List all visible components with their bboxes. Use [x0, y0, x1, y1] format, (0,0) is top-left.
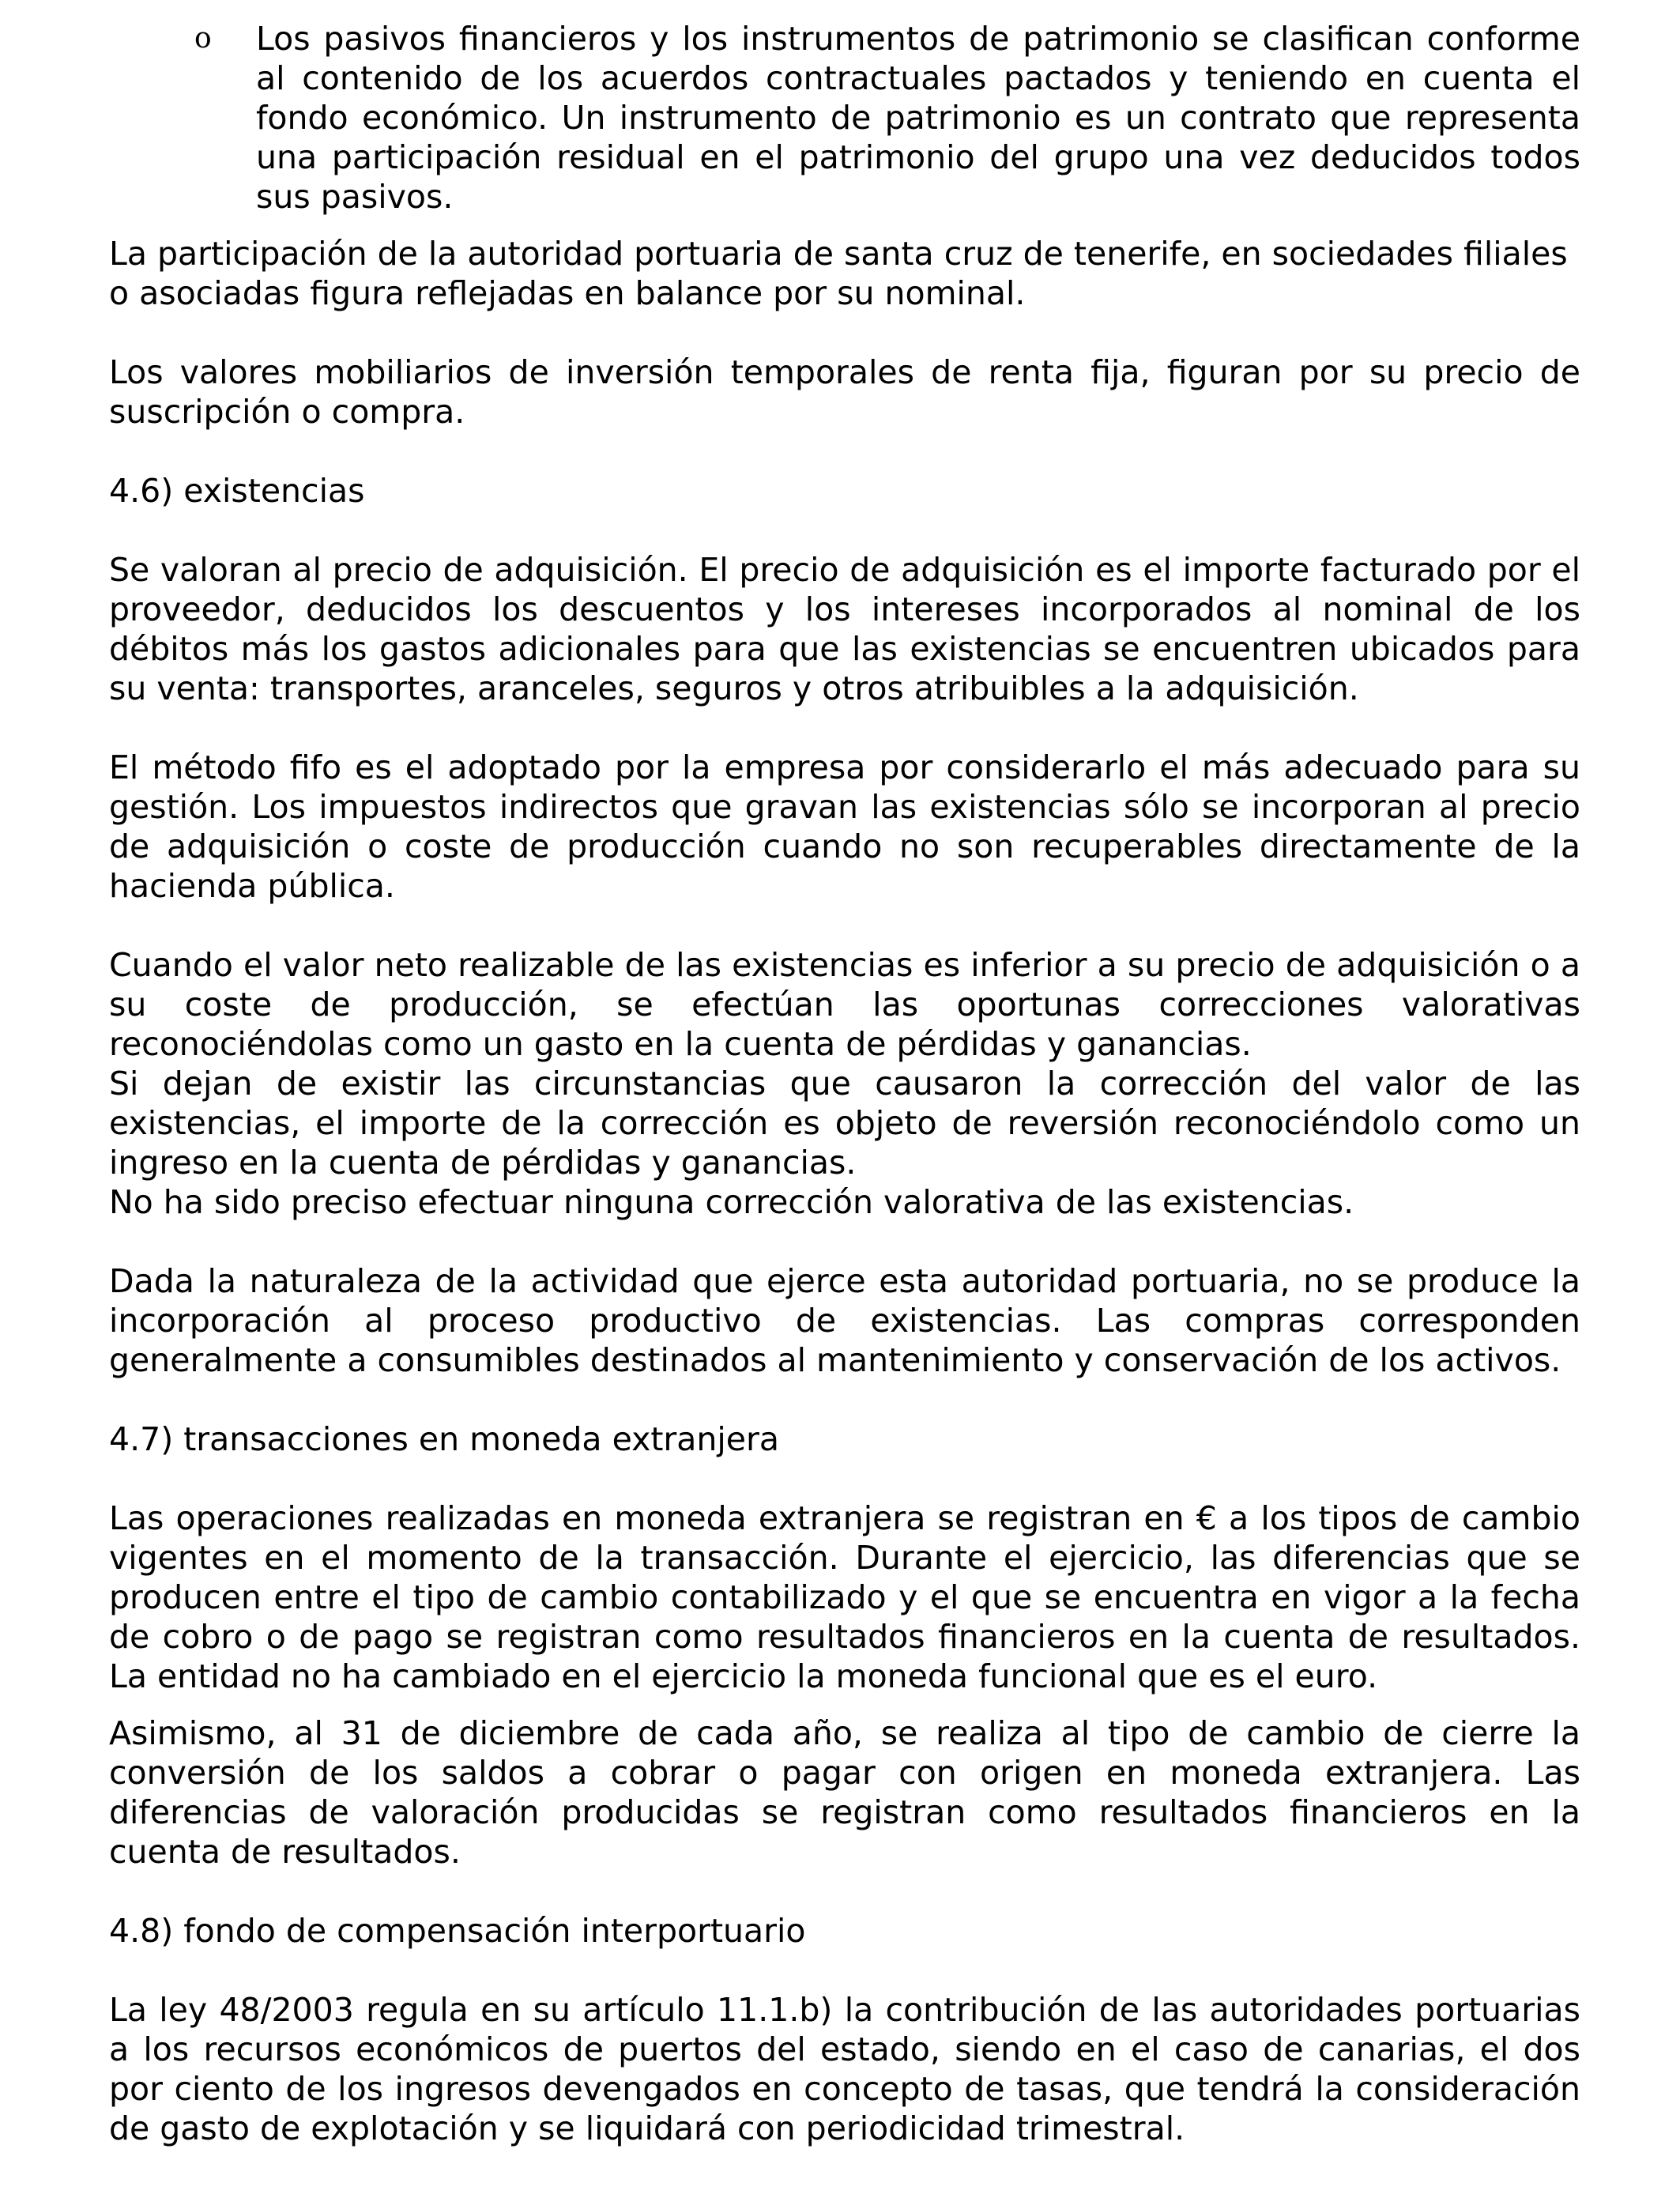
paragraph-valores-mobiliarios: Los valores mobiliarios de inversión temporales de renta fija, figuran por su precio de suscripción o compra.: [109, 353, 1580, 431]
paragraph-sin-correccion: No ha sido preciso efectuar ninguna corrección valorativa de las existencias.: [109, 1183, 1354, 1221]
section-heading-moneda-extranjera: 4.7) transacciones en moneda extranjera: [109, 1420, 779, 1458]
paragraph-naturaleza-actividad: Dada la naturaleza de la actividad que ejerce esta autoridad portuaria, no se produce la incorporación al proceso productivo de existencias. Las compras corresponden generalmente a consumibles destinados al mantenimiento y conservación de los activos.: [109, 1262, 1580, 1379]
section-heading-existencias: 4.6) existencias: [109, 472, 365, 510]
paragraph-metodo-fifo: El método fifo es el adoptado por la empresa por considerarlo el más adecuado para su gestión. Los impuestos indirectos que gravan las existencias sólo se incorporan al precio de adquisición o coste de producción cuando no son recuperables directamente de la hacienda pública.: [109, 748, 1580, 905]
section-heading-fondo-compensacion: 4.8) fondo de compensación interportuario: [109, 1912, 806, 1950]
paragraph-valor-neto: Cuando el valor neto realizable de las existencias es inferior a su precio de adquisición o a su coste de producción, se efectúan las oportunas correcciones valorativas reconociéndolas como un gasto en la cuenta de pérdidas y ganancias.: [109, 946, 1580, 1063]
paragraph-conversion-saldos: Asimismo, al 31 de diciembre de cada año, se realiza al tipo de cambio de cierre la conversión de los saldos a cobrar o pagar con origen en moneda extranjera. Las diferencias de valoración producidas se registran como resultados financieros en la cuenta de resultados.: [109, 1714, 1580, 1871]
paragraph-ley-48-2003: La ley 48/2003 regula en su artículo 11.1.b) la contribución de las autoridades portuarias a los recursos económicos de puertos del estado, siendo en el caso de canarias, el dos por ciento de los ingresos devengados en concepto de tasas, que tendrá la consideración de gasto de explotación y se liquidará con periodicidad trimestral.: [109, 1991, 1580, 2147]
paragraph-participacion: La participación de la autoridad portuaria de santa cruz de tenerife, en sociedades filiales o asociadas figura reflejadas en balance por su nominal.: [109, 235, 1568, 312]
paragraph-reversion: Si dejan de existir las circunstancias que causaron la corrección del valor de las existencias, el importe de la corrección es objeto de reversión reconociéndolo como un ingreso en la cuenta de pérdidas y ganancias.: [109, 1065, 1580, 1182]
paragraph-operaciones-moneda: Las operaciones realizadas en moneda extranjera se registran en € a los tipos de cambio vigentes en el momento de la transacción. Durante el ejercicio, las diferencias que se producen entre el tipo de cambio contabilizado y el que se encuentra en vigor a la fecha de cobro o de pago se registran como resultados financieros en la cuenta de resultados. La entidad no ha cambiado en el ejercicio la moneda funcional que es el euro.: [109, 1499, 1580, 1695]
bullet-text: Los pasivos financieros y los instrumentos de patrimonio se clasifican conforme al contenido de los acuerdos contractuales pactados y teniendo en cuenta el fondo económico. Un instrumento de patrimonio es un contrato que representa una participación residual en el patrimonio del grupo una vez deducidos todos sus pasivos.: [256, 20, 1580, 216]
paragraph-valoracion: Se valoran al precio de adquisición. El precio de adquisición es el importe facturado por el proveedor, deducidos los descuentos y los intereses incorporados al nominal de los débitos más los gastos adicionales para que las existencias se encuentren ubicados para su venta: transportes, aranceles, seguros y otros atribuibles a la adquisición.: [109, 551, 1580, 707]
bullet-list-item: [109, 19, 1580, 217]
document-page: [109, 19, 1580, 2148]
bullet-marker: o: [194, 22, 212, 55]
